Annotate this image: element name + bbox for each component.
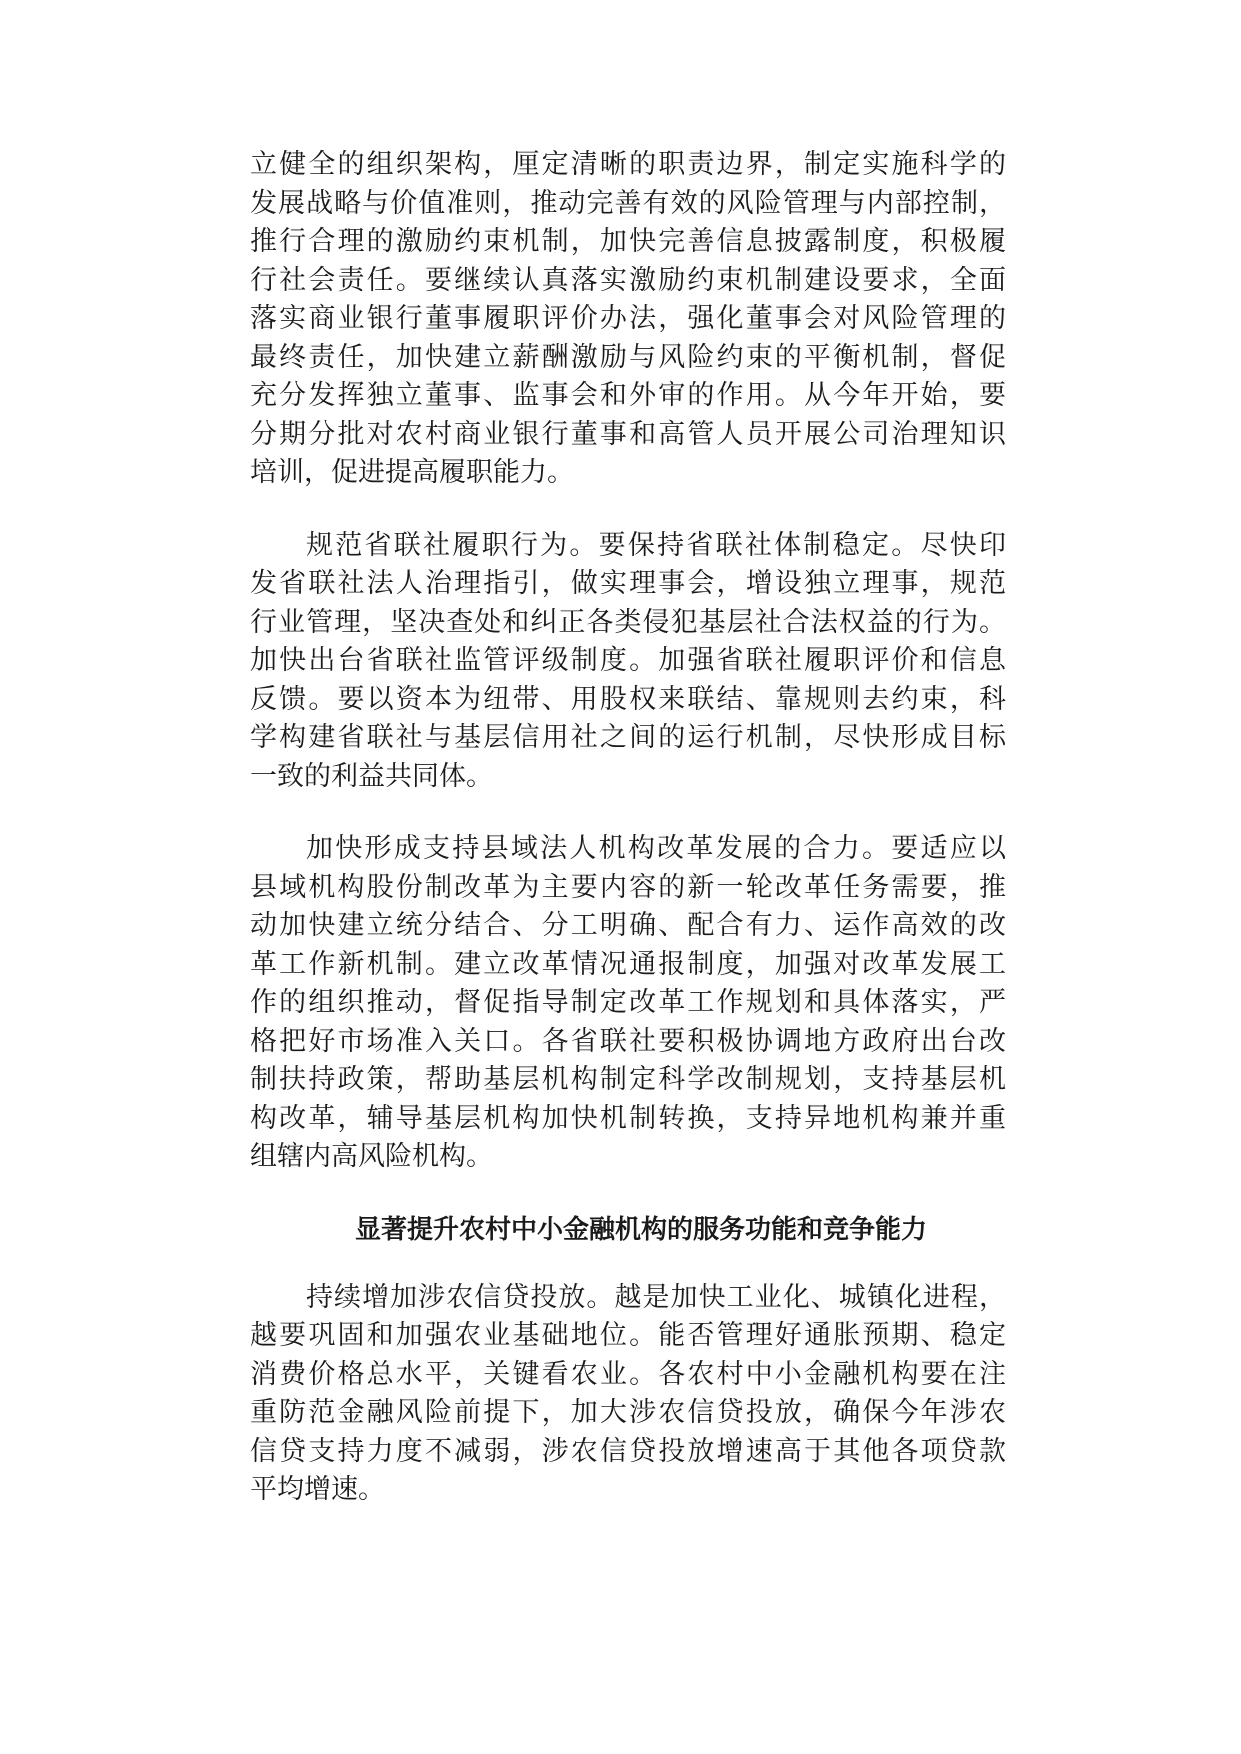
text-line: 加快出台省联社监管评级制度。加强省联社履职评价和信息	[250, 645, 1006, 676]
text-line: 动加快建立统分结合、分工明确、配合有力、运作高效的改	[250, 910, 1006, 941]
text-line: 组辖内高风险机构。	[250, 1141, 493, 1172]
text-line: 发展战略与价值准则，推动完善有效的风险管理与内部控制，	[250, 187, 1006, 219]
text-line: 重防范金融风险前提下，加大涉农信贷投放，确保今年涉农	[250, 1397, 1006, 1428]
document-body	[250, 146, 1006, 1544]
text-line: 培训，促进提高履职能力。	[250, 457, 574, 488]
text-line: 构改革，辅导基层机构加快机制转换，支持异地机构兼并重	[250, 1102, 1006, 1134]
text-line: 格把好市场准入关口。各省联社要积极协调地方政府出台改	[250, 1025, 1006, 1057]
paragraph-agri-credit	[250, 1279, 1006, 1510]
text-line: 革工作新机制。建立改革情况通报制度，加强对改革发展工	[250, 948, 1006, 980]
text-line: 行社会责任。要继续认真落实激励约束机制建设要求，全面	[250, 264, 1006, 296]
text-line: 最终责任，加快建立薪酬激励与风险约束的平衡机制，督促	[250, 341, 1006, 373]
text-line: 落实商业银行董事履职评价办法，强化董事会对风险管理的	[250, 303, 1006, 334]
text-line: 推行合理的激励约束机制，加快完善信息披露制度，积极履	[250, 226, 1006, 257]
paragraph-county-reform	[250, 830, 1006, 1177]
text-line: 发省联社法人治理指引，做实理事会，增设独立理事，规范	[250, 568, 1006, 599]
section-heading: 显著提升农村中小金融机构的服务功能和竞争能力	[354, 1214, 927, 1245]
text-line: 制扶持政策，帮助基层机构制定科学改制规划，支持基层机	[250, 1064, 1006, 1095]
text-line: 反馈。要以资本为纽带、用股权来联结、靠规则去约束，科	[250, 683, 1006, 715]
text-line: 县域机构股份制改革为主要内容的新一轮改革任务需要，推	[250, 871, 1006, 903]
text-line: 作的组织推动，督促指导制定改革工作规划和具体落实，严	[250, 987, 1006, 1018]
text-line: 分期分批对农村商业银行董事和高管人员开展公司治理知识	[250, 418, 1006, 450]
text-line: 加快形成支持县域法人机构改革发展的合力。要适应以	[306, 833, 1006, 864]
text-line: 一致的利益共同体。	[250, 760, 493, 792]
text-line: 立健全的组织架构，厘定清晰的职责边界，制定实施科学的	[250, 149, 1006, 180]
text-line: 信贷支持力度不减弱，涉农信贷投放增速高于其他各项贷款	[250, 1435, 1006, 1467]
text-line: 行业管理，坚决查处和纠正各类侵犯基层社合法权益的行为。	[250, 606, 1006, 638]
text-line: 越要巩固和加强农业基础地位。能否管理好通胀预期、稳定	[250, 1320, 1006, 1351]
text-line: 平均增速。	[250, 1474, 385, 1505]
paragraph-governance	[250, 146, 1006, 493]
text-line: 充分发挥独立董事、监事会和外审的作用。从今年开始，要	[250, 380, 1006, 411]
text-line: 规范省联社履职行为。要保持省联社体制稳定。尽快印	[306, 529, 1006, 561]
text-line: 消费价格总水平，关键看农业。各农村中小金融机构要在注	[250, 1358, 1006, 1390]
paragraph-provincial-union	[250, 527, 1006, 797]
text-line: 持续增加涉农信贷投放。越是加快工业化、城镇化进程，	[306, 1281, 1006, 1313]
text-line: 学构建省联社与基层信用社之间的运行机制，尽快形成目标	[250, 722, 1006, 753]
